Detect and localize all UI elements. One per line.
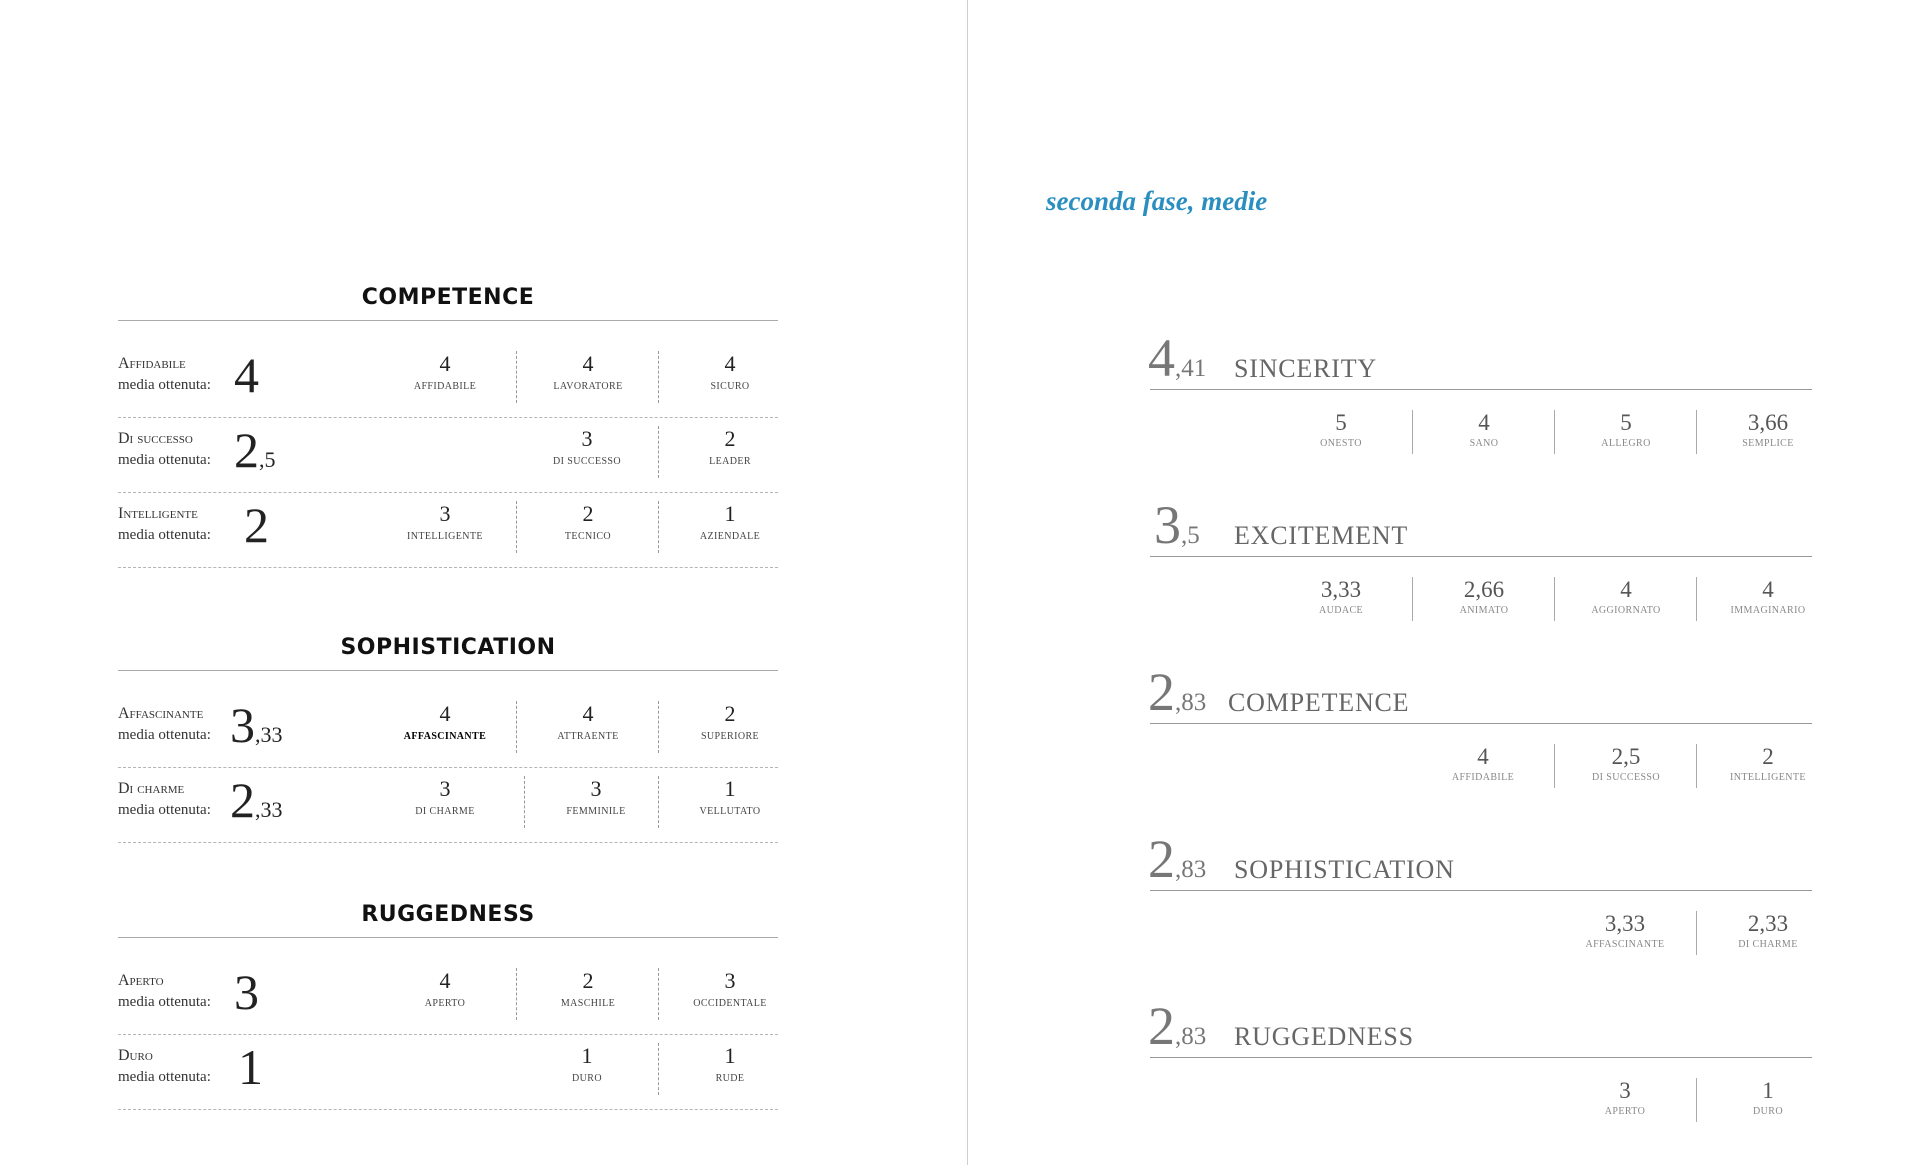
trait-average: 3: [234, 964, 259, 1020]
item-score: 4 ATTRAENTE: [516, 701, 659, 753]
dimension-item: 3,66 SEMPLICE: [1696, 410, 1839, 454]
item-score: 3 OCCIDENTALE: [658, 968, 801, 1020]
trait-average: 2,5: [234, 422, 276, 478]
section-title: SOPHISTICATION: [340, 635, 556, 660]
trait-name: Di successo: [118, 430, 193, 447]
item-score: 2 LEADER: [658, 426, 801, 478]
trait-average: 2: [244, 497, 269, 553]
dimension-item: 2,66 ANIMATO: [1412, 577, 1555, 621]
trait-row-duro: [118, 1035, 778, 1110]
dimension-competence: [1148, 654, 1812, 804]
trait-name: Affascinante: [118, 705, 204, 722]
trait-row-affascinante: [118, 693, 778, 768]
dimension-average: 3,5: [1154, 495, 1200, 555]
section-rule: [118, 937, 778, 938]
dimension-ruggedness: [1148, 988, 1812, 1138]
dimension-item: 5 ONESTO: [1320, 410, 1362, 449]
item-score: 4 APERTO: [424, 968, 466, 1009]
dimension-item: 2,5 DI SUCCESSO: [1554, 744, 1697, 788]
phase-title: seconda fase, medie: [1046, 186, 1268, 216]
dimension-item: 3 APERTO: [1604, 1078, 1646, 1117]
item-score: 3 DI SUCCESSO: [552, 426, 622, 467]
item-score: 4 AFFIDABILE: [413, 351, 477, 392]
section-ruggedness: [118, 893, 778, 1110]
trait-name: Intelligente: [118, 505, 198, 522]
dimension-item: 4 AFFIDABILE: [1451, 744, 1515, 783]
trait-sub: media ottenuta:: [118, 1069, 211, 1085]
item-score: 1 RUDE: [658, 1043, 801, 1095]
dimension-average: 2,83: [1148, 996, 1207, 1056]
page-gutter-divider: [967, 0, 968, 1165]
section-rule: [118, 320, 778, 321]
dimension-name: EXCITEMENT: [1234, 521, 1409, 550]
trait-average: 1: [238, 1039, 263, 1095]
item-score: 3 INTELLIGENTE: [407, 501, 483, 542]
item-score: 4 LAVORATORE: [516, 351, 659, 403]
dimension-sophistication: [1148, 821, 1812, 971]
item-score: 1 VELLUTATO: [658, 776, 801, 828]
dimension-name: SOPHISTICATION: [1234, 855, 1455, 884]
trait-sub: media ottenuta:: [118, 452, 211, 468]
dimension-average: 2,83: [1148, 829, 1207, 889]
trait-row-di-successo: [118, 418, 778, 493]
dimension-sincerity: [1148, 320, 1812, 470]
dimension-item: 2,33 DI CHARME: [1696, 911, 1839, 955]
item-score: 3 FEMMINILE: [524, 776, 667, 828]
section-sophistication: [118, 626, 778, 843]
trait-sub: media ottenuta:: [118, 527, 211, 543]
dimension-item: 3,33 AFFASCINANTE: [1585, 911, 1665, 950]
item-score: 2 TECNICO: [516, 501, 659, 553]
item-score: 2 MASCHILE: [516, 968, 659, 1020]
dimension-item: 4 SANO: [1412, 410, 1555, 454]
dimension-excitement: [1148, 487, 1812, 637]
section-rule: [118, 670, 778, 671]
item-score: 3 DI CHARME: [415, 776, 475, 817]
dimension-average: 2,83: [1148, 662, 1207, 722]
item-score: 4 SICURO: [658, 351, 801, 403]
trait-sub: media ottenuta:: [118, 802, 211, 818]
trait-name: Aperto: [118, 972, 164, 989]
trait-row-intelligente: [118, 493, 778, 568]
trait-average: 2,33: [230, 772, 283, 828]
trait-average: 3,33: [230, 697, 283, 753]
dimension-name: SINCERITY: [1234, 354, 1377, 383]
dimension-name: RUGGEDNESS: [1234, 1022, 1414, 1051]
trait-sub: media ottenuta:: [118, 727, 211, 743]
dimension-item: 5 ALLEGRO: [1554, 410, 1697, 454]
dimension-item: 1 DURO: [1696, 1078, 1839, 1122]
dimension-item: 4 IMMAGINARIO: [1696, 577, 1839, 621]
dimension-item: 3,33 AUDACE: [1318, 577, 1364, 616]
trait-row-di-charme: [118, 768, 778, 843]
dimension-item: 4 AGGIORNATO: [1554, 577, 1697, 621]
item-score: 1 DURO: [572, 1043, 602, 1084]
trait-name: Affidabile: [118, 355, 186, 372]
trait-row-aperto: [118, 960, 778, 1035]
item-score: 1 AZIENDALE: [658, 501, 801, 553]
dimension-average: 4,41: [1148, 328, 1207, 388]
trait-name: Di charme: [118, 780, 185, 797]
section-competence: [118, 276, 778, 568]
trait-sub: media ottenuta:: [118, 994, 211, 1010]
trait-average: 4: [234, 347, 259, 403]
item-score: 2 SUPERIORE: [658, 701, 801, 753]
item-score: 4 AFFASCINANTE: [403, 701, 487, 742]
trait-name: Duro: [118, 1047, 153, 1064]
dimension-item: 2 INTELLIGENTE: [1696, 744, 1839, 788]
trait-row-affidabile: [118, 343, 778, 418]
dimension-name: COMPETENCE: [1228, 688, 1410, 717]
section-title: COMPETENCE: [361, 285, 535, 310]
trait-sub: media ottenuta:: [118, 377, 211, 393]
section-title: RUGGEDNESS: [361, 902, 535, 927]
